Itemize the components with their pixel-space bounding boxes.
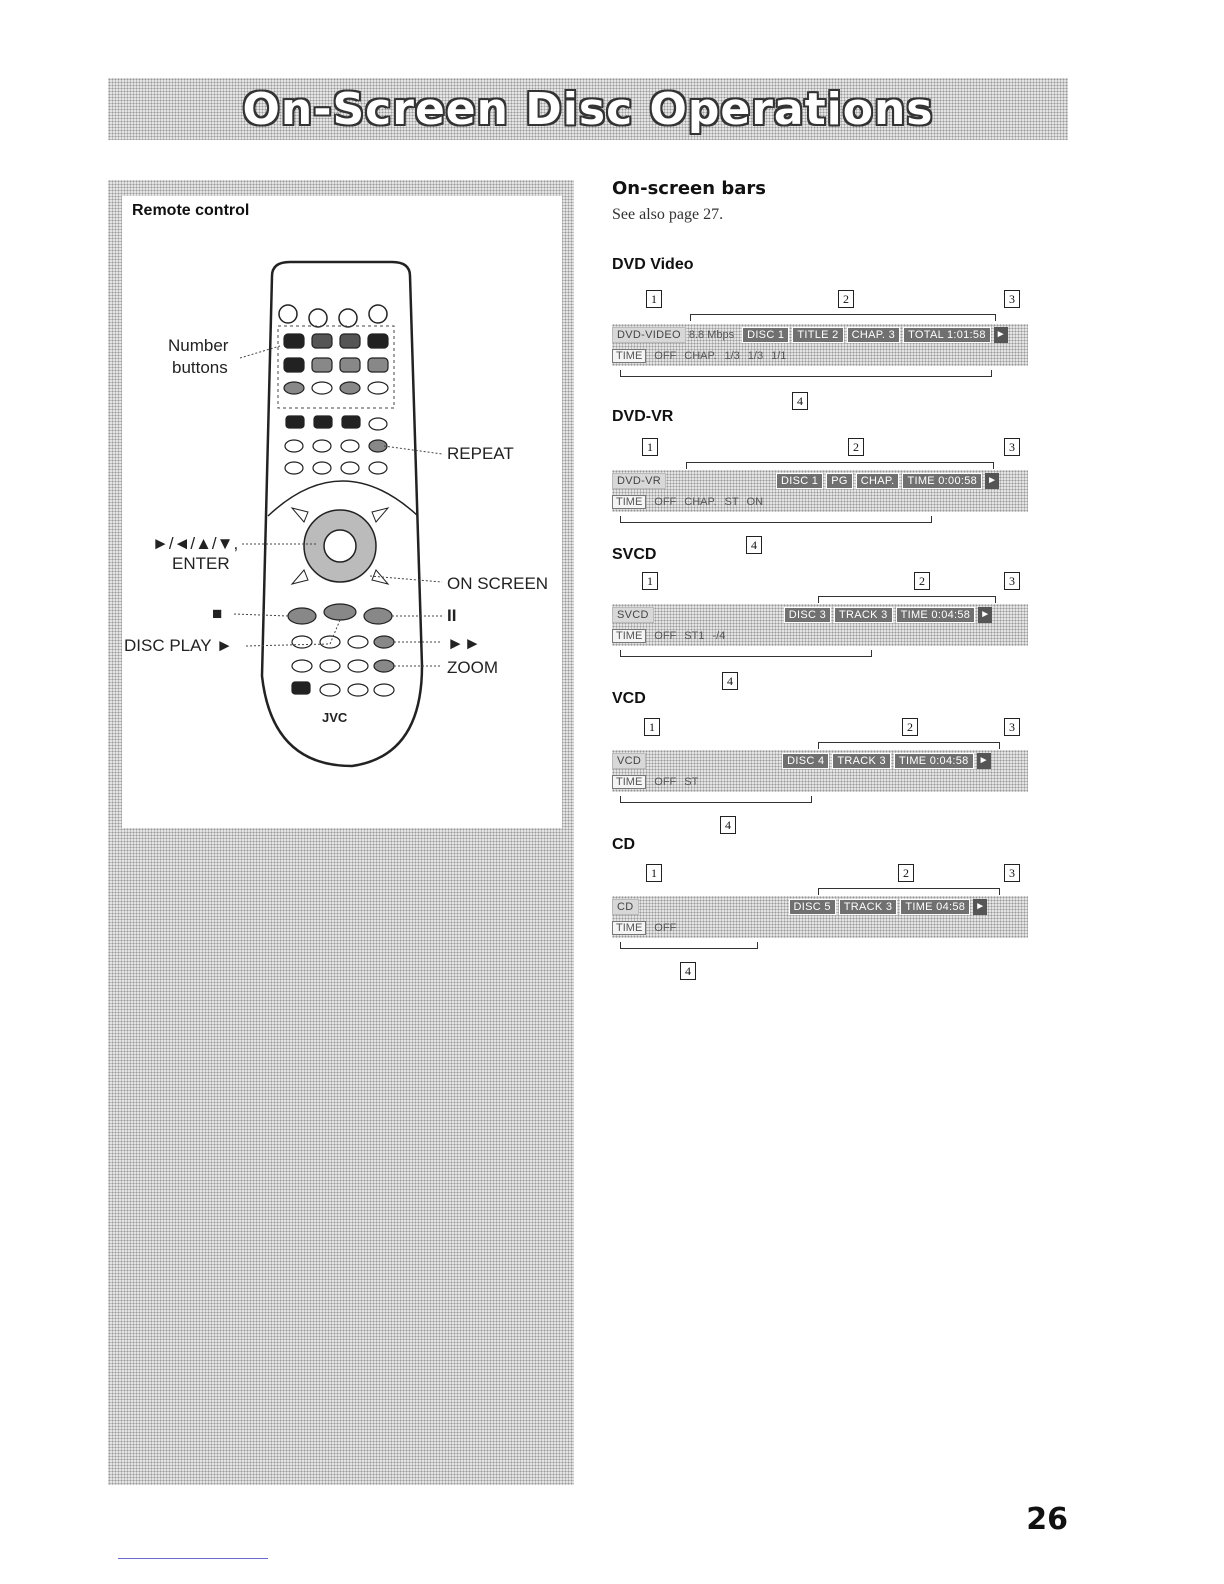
footer-rule — [118, 1558, 268, 1559]
repeat-off-label: OFF — [654, 776, 677, 788]
onscreen-bars-subtitle: See also page 27. — [612, 206, 724, 223]
next-icon: ► — [977, 753, 991, 769]
svcd-bar — [612, 570, 1032, 694]
program-segment: PG — [826, 473, 853, 489]
disc-segment: DISC 5 — [789, 899, 836, 915]
callout-1: 1 — [642, 438, 658, 456]
callout-4: 4 — [746, 536, 762, 554]
subtitle-label: 1/3 — [747, 350, 764, 362]
track-segment: TRACK 3 — [839, 899, 898, 915]
remote-control-panel — [108, 180, 574, 1485]
page-number: 26 — [1026, 1502, 1068, 1537]
repeat-off-label: OFF — [654, 630, 677, 642]
subtitle-label: -/4 — [712, 630, 726, 642]
page-title: On-Screen Disc Operations — [242, 83, 934, 135]
callout-1: 1 — [646, 290, 662, 308]
time-button: TIME — [612, 495, 646, 509]
angle-label: 1/1 — [771, 350, 787, 362]
audio-label: ST — [724, 496, 739, 508]
vcd-bar — [612, 716, 1032, 836]
pause-label: II — [447, 606, 457, 625]
disc-segment: DISC 1 — [776, 473, 823, 489]
vcd-format-segment: VCD — [612, 753, 646, 769]
time-button: TIME — [612, 629, 646, 643]
time-segment: TIME 0:04:58 — [894, 753, 974, 769]
chapter-segment: CHAP. — [856, 473, 900, 489]
callout-1: 1 — [644, 718, 660, 736]
title-banner — [108, 78, 1068, 140]
repeat-off-label: OFF — [654, 922, 677, 934]
time-button: TIME — [612, 349, 646, 363]
callout-4: 4 — [680, 962, 696, 980]
callout-3: 3 — [1004, 864, 1020, 882]
callout-3: 3 — [1004, 438, 1020, 456]
enter-label: ENTER — [172, 554, 230, 573]
dvd-format-segment: DVD-VR — [612, 473, 666, 489]
track-segment: TRACK 3 — [832, 753, 891, 769]
svcd-format-segment: SVCD — [612, 607, 654, 623]
remote-control-illustration — [122, 196, 562, 828]
callout-4: 4 — [722, 672, 738, 690]
subtitle-label: ON — [746, 496, 764, 508]
repeat-label: REPEAT — [447, 444, 514, 463]
callout-3: 3 — [1004, 718, 1020, 736]
disc-segment: DISC 1 — [742, 327, 789, 343]
cd-bar — [612, 862, 1032, 982]
remote-control-box — [122, 196, 562, 828]
zoom-label: ZOOM — [447, 658, 498, 677]
time-button: TIME — [612, 921, 646, 935]
disc-segment: DISC 4 — [782, 753, 829, 769]
next-icon: ► — [973, 899, 987, 915]
dvd-video-bar — [612, 288, 1032, 418]
cursor-label: ►/◄/▲/▼, — [152, 534, 239, 553]
audio-label: ST1 — [684, 630, 705, 642]
vcd-heading: VCD — [612, 690, 646, 707]
callout-4: 4 — [792, 392, 808, 410]
callout-2: 2 — [898, 864, 914, 882]
callout-2: 2 — [902, 718, 918, 736]
audio-label: ST — [684, 776, 699, 788]
total-time-segment: TOTAL 1:01:58 — [903, 327, 991, 343]
time-segment: TIME 0:00:58 — [902, 473, 982, 489]
disc-segment: DISC 3 — [784, 607, 831, 623]
chapter-label: CHAP. — [684, 496, 717, 508]
disc-play-label: DISC PLAY ► — [124, 636, 233, 655]
callout-2: 2 — [914, 572, 930, 590]
time-segment: TIME 0:04:58 — [896, 607, 976, 623]
dvd-format-segment: DVD-VIDEO — [612, 327, 686, 343]
callout-2: 2 — [848, 438, 864, 456]
chapter-segment: CHAP. 3 — [847, 327, 900, 343]
time-button: TIME — [612, 775, 646, 789]
bitrate-label: 8.8 Mbps — [688, 329, 735, 341]
jvc-logo: JVC — [322, 710, 348, 725]
repeat-off-label: OFF — [654, 496, 677, 508]
on-screen-label: ON SCREEN — [447, 574, 549, 593]
onscreen-bars-title: On-screen bars — [612, 178, 766, 199]
track-segment: TRACK 3 — [834, 607, 893, 623]
dvd-vr-heading: DVD-VR — [612, 408, 674, 425]
repeat-off-label: OFF — [654, 350, 677, 362]
ff-label: ►► — [447, 634, 481, 653]
callout-1: 1 — [646, 864, 662, 882]
title-segment: TITLE 2 — [792, 327, 843, 343]
callout-4: 4 — [720, 816, 736, 834]
callout-3: 3 — [1004, 572, 1020, 590]
chapter-label: CHAP. — [684, 350, 717, 362]
next-icon: ► — [978, 607, 992, 623]
number-label: Number — [168, 336, 229, 355]
callout-2: 2 — [838, 290, 854, 308]
dvd-vr-bar — [612, 436, 1032, 556]
next-icon: ► — [985, 473, 999, 489]
dvd-video-heading: DVD Video — [612, 256, 694, 273]
remote-control-title: Remote control — [132, 202, 250, 219]
callout-3: 3 — [1004, 290, 1020, 308]
svcd-heading: SVCD — [612, 546, 657, 563]
time-segment: TIME 04:58 — [900, 899, 970, 915]
stop-label: ■ — [212, 604, 223, 623]
next-icon: ► — [994, 327, 1008, 343]
cd-format-segment: CD — [612, 899, 639, 915]
audio-label: 1/3 — [724, 350, 740, 362]
callout-1: 1 — [642, 572, 658, 590]
buttons-label: buttons — [172, 358, 228, 377]
cd-heading: CD — [612, 836, 636, 853]
